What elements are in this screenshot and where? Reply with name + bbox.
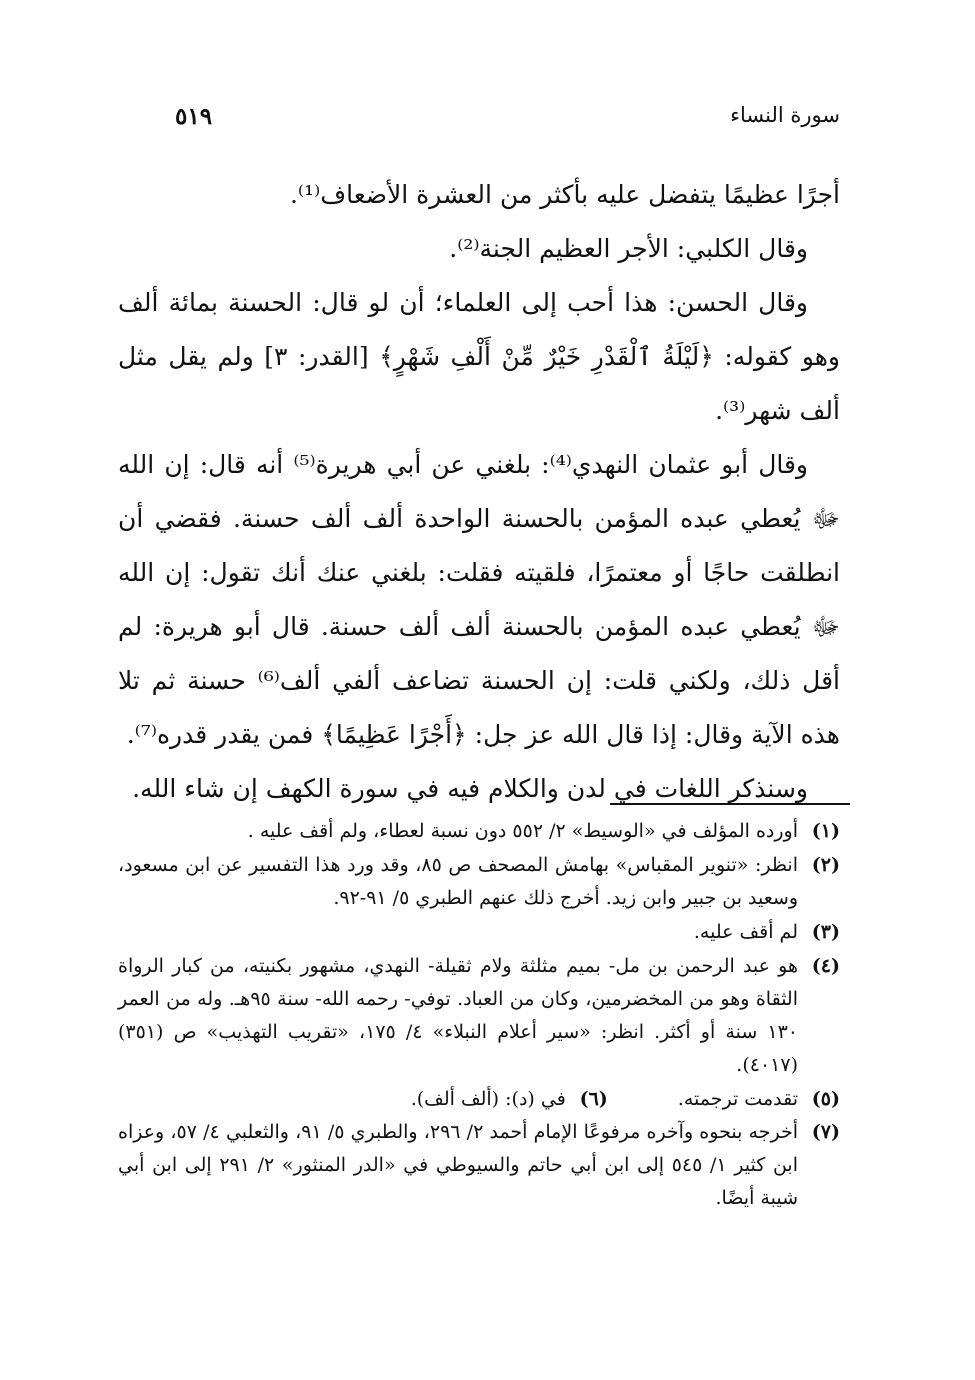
footnote-separator [610, 803, 850, 805]
footnote-number: (٦) [579, 1088, 608, 1110]
footnote-7 [118, 1116, 840, 1215]
footnote-5 [678, 1083, 840, 1116]
footnote-text: هو عبد الرحمن بن مل- بميم مثلثة ولام ثقيلة- النهدي، مشهور بكنيته، من كبار الرواة الثقاة وهو من المخضرمين، وكان من العباد. توفي- رحمه الله- سنة ٩٥هـ. وله من العمر ١٣٠ سنة أو أكثر. انظر: «سير أعلام النبلاء» ٤/ ١٧٥، «تقريب التهذيب» ص (٣٥١) (٤٠١٧). [118, 955, 798, 1076]
footnote-number: (٢) [811, 854, 840, 876]
footnotes-5-6-row [118, 1083, 840, 1116]
footnote-6 [411, 1083, 608, 1116]
footnote-text: أورده المؤلف في «الوسيط» ٢/ ٥٥٢ دون نسبة لعطاء، ولم أقف عليه . [247, 820, 798, 842]
footnote-4 [118, 950, 840, 1082]
footnote-number: (٧) [811, 1121, 840, 1143]
footnote-number: (٣) [811, 921, 840, 943]
footnote-text: في (د): (ألف ألف). [410, 1088, 566, 1110]
footnote-text: أخرجه بنحوه وآخره مرفوعًا الإمام أحمد ٢/ ٢٩٦، والطبري ٥/ ٩١، والثعلبي ٤/ ٥٧، وعزاه ابن كثير ١/ ٥٤٥ إلى ابن أبي حاتم والسيوطي في «الدر المنثور» ٢/ ٢٩١ إلى ابن أبي شيبة أيضًا. [118, 1121, 798, 1209]
paragraph-4: وقال أبو عثمان النهدي⁽⁴⁾: بلغني عن أبي هريرة⁽⁵⁾ أنه قال: إن الله ﷻ يُعطي عبده المؤمن بالحسنة الواحدة ألف ألف حسنة. فقضي أن انطلقت حاجًا أو معتمرًا، فلقيته فقلت: بلغني عنك أنك تقول: إن الله ﷻ يُعطي عبده المؤمن بالحسنة ألف ألف حسنة. قال أبو هريرة: لم أقل ذلك، ولكني قلت: إن الحسنة تضاعف ألفي ألف⁽⁶⁾ حسنة ثم تلا هذه الآية وقال: إذا قال الله عز جل: ﴿أَجْرًا عَظِيمًا﴾ فمن يقدر قدره⁽⁷⁾. [118, 450, 840, 749]
footnote-2 [118, 849, 840, 915]
page-number: ٥١٩ [175, 103, 213, 130]
footnote-number: (٤) [811, 955, 840, 977]
footnote-number: (١) [811, 820, 840, 842]
footnote-number: (٥) [811, 1088, 840, 1110]
main-text [118, 168, 840, 816]
footnote-text: انظر: «تنوير المقباس» بهامش المصحف ص ٨٥، وقد ورد هذا التفسير عن ابن مسعود، وسعيد بن جبير وابن زيد. أخرج ذلك عنهم الطبري ٥/ ٩١-٩٢. [118, 854, 798, 909]
paragraph-3: وقال الحسن: هذا أحب إلى العلماء؛ أن لو قال: الحسنة بمائة ألف وهو كقوله: ﴿لَيْلَةُ ٱلْقَدْرِ خَيْرٌ مِّنْ أَلْفِ شَهْرٍ﴾ [القدر: ٣] ولم يقل مثل ألف شهر⁽³⁾. [118, 288, 840, 425]
footnote-3 [118, 916, 840, 949]
running-header-surah-title: سورة النساء [730, 103, 840, 127]
footnotes [118, 815, 840, 1216]
footnote-text: لم أقف عليه. [693, 921, 798, 943]
footnote-text: تقدمت ترجمته. [677, 1088, 798, 1110]
paragraph-1: أجرًا عظيمًا يتفضل عليه بأكثر من العشرة الأضعاف⁽¹⁾. [289, 180, 840, 209]
footnote-1 [118, 815, 840, 848]
paragraph-2: وقال الكلبي: الأجر العظيم الجنة⁽²⁾. [449, 234, 808, 263]
paragraph-5: وسنذكر اللغات في لدن والكلام فيه في سورة الكهف إن شاء الله. [132, 774, 808, 803]
